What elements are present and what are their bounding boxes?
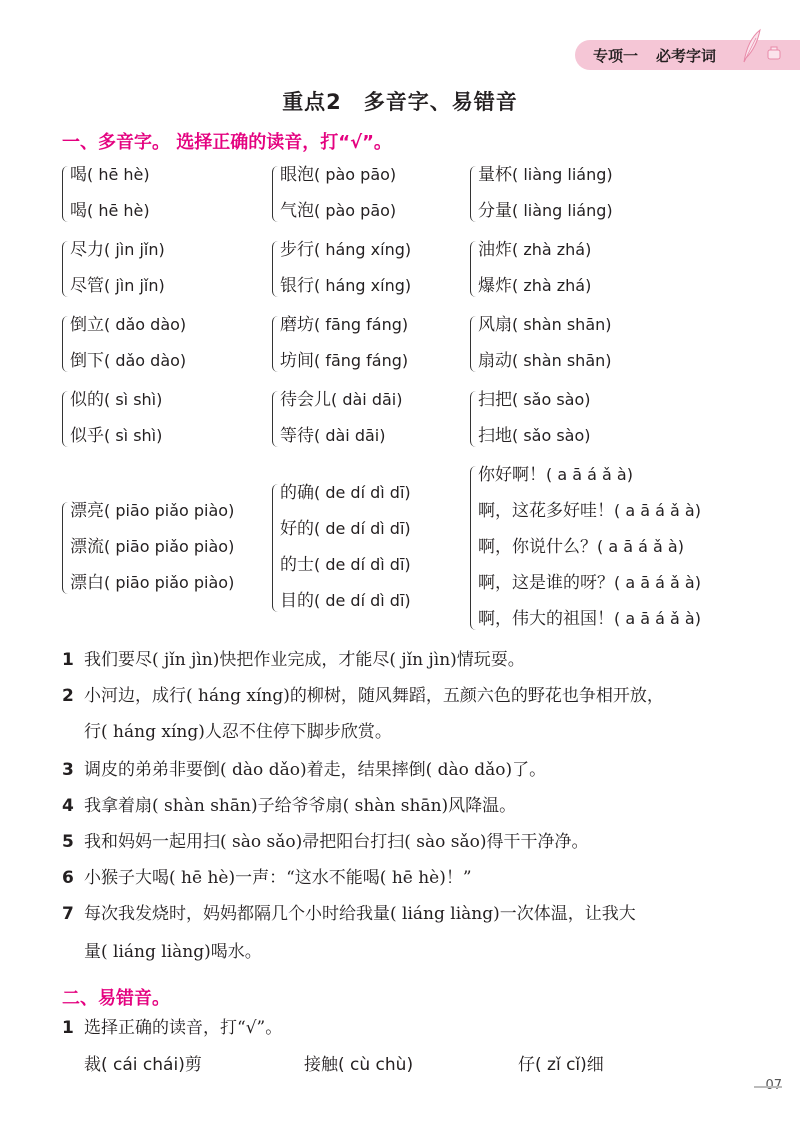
pinyin-options[interactable]: ( shàn shān) [512, 351, 612, 370]
polyphone-row [70, 196, 150, 226]
brace [470, 166, 478, 222]
polyphone-row [70, 496, 234, 526]
polyphone-row [70, 568, 234, 598]
word: 的士 [280, 555, 314, 575]
polyphone-row [280, 421, 385, 451]
brace [470, 316, 478, 372]
polyphone-row [280, 346, 408, 376]
brace [62, 316, 70, 372]
word: 啊，伟大的祖国！ [478, 609, 614, 629]
polyphone-row [280, 550, 411, 580]
question-line [62, 794, 516, 818]
section2-heading: 二、易错音。 [62, 988, 170, 1009]
word: 分量 [478, 201, 512, 221]
word: 喝 [70, 201, 87, 221]
word: 尽力 [70, 240, 104, 260]
word: 风扇 [478, 315, 512, 335]
polyphone-row [70, 532, 234, 562]
question-text: 行( háng xíng)人忍不住停下脚步欣赏。 [84, 722, 392, 742]
page-title: 重点2 多音字、易错音 [282, 90, 518, 114]
pinyin-options[interactable]: ( jìn jǐn) [104, 240, 165, 259]
question-number: 6 [62, 868, 74, 888]
question-text: 量( liáng liàng)喝水。 [84, 942, 262, 962]
polyphone-row [70, 346, 186, 376]
word: 漂白 [70, 573, 104, 593]
polyphone-row [280, 160, 396, 190]
pinyin-options[interactable]: ( piāo piǎo piào) [104, 501, 235, 520]
word: 磨坊 [280, 315, 314, 335]
polyphone-row [70, 271, 165, 301]
polyphone-row [478, 496, 701, 526]
word: 啊，你说什么？ [478, 537, 597, 557]
choice-item: 仔( zǐ cǐ)细 [518, 1055, 604, 1075]
word: 爆炸 [478, 276, 512, 296]
pinyin-options[interactable]: ( fāng fáng) [314, 315, 409, 334]
word: 扫地 [478, 426, 512, 446]
brace [62, 241, 70, 297]
polyphone-row [478, 310, 612, 340]
polyphone-row [280, 196, 396, 226]
polyphone-row [280, 235, 411, 265]
word: 目的 [280, 591, 314, 611]
page-number-rule [754, 1086, 782, 1088]
pinyin-options[interactable]: ( háng xíng) [314, 240, 412, 259]
question-line [62, 758, 546, 782]
question-number: 2 [62, 686, 74, 706]
polyphone-row [478, 460, 633, 490]
pinyin-options[interactable]: ( zhà zhá) [512, 276, 592, 295]
pinyin-options[interactable]: ( de dí dì dī) [314, 519, 411, 538]
pinyin-options[interactable]: ( a ā á ǎ à) [614, 573, 701, 592]
polyphone-row [478, 235, 591, 265]
question-number: 7 [62, 904, 74, 924]
brace [62, 391, 70, 447]
pinyin-options[interactable]: ( liàng liáng) [512, 165, 613, 184]
polyphone-row [70, 310, 186, 340]
question-line [84, 720, 392, 744]
pinyin-options[interactable]: ( sǎo sào) [512, 390, 591, 409]
pinyin-options[interactable]: ( a ā á ǎ à) [614, 501, 701, 520]
word: 似的 [70, 390, 104, 410]
brace [272, 484, 280, 612]
word: 待会儿 [280, 390, 331, 410]
pinyin-options[interactable]: ( háng xíng) [314, 276, 412, 295]
question-line [62, 684, 664, 708]
word: 量杯 [478, 165, 512, 185]
pinyin-options[interactable]: ( hē hè) [87, 165, 150, 184]
polyphone-row [280, 385, 402, 415]
pinyin-options[interactable]: ( fāng fáng) [314, 351, 409, 370]
polyphone-row [70, 421, 162, 451]
pinyin-options[interactable]: ( shàn shān) [512, 315, 612, 334]
polyphone-row [478, 196, 613, 226]
header-section: 专项一 [593, 46, 639, 65]
question-text: 我和妈妈一起用扫( sào sǎo)帚把阳台打扫( sào sǎo)得干干净净。 [84, 832, 589, 852]
pinyin-options[interactable]: ( jìn jǐn) [104, 276, 165, 295]
feather-pen-icon [740, 28, 762, 64]
pinyin-options[interactable]: ( dài dāi) [331, 390, 403, 409]
brace [62, 166, 70, 222]
word: 倒下 [70, 351, 104, 371]
word: 喝 [70, 165, 87, 185]
question-line [62, 648, 525, 672]
pinyin-options[interactable]: ( a ā á ǎ à) [597, 537, 684, 556]
choice-item: 接触( cù chù) [304, 1055, 414, 1075]
word: 等待 [280, 426, 314, 446]
section1-heading: 一、多音字。 选择正确的读音，打“√”。 [62, 132, 392, 153]
word: 步行 [280, 240, 314, 260]
question-number: 4 [62, 796, 74, 816]
choice-item: 裁( cái chái)剪 [84, 1055, 202, 1075]
question-text: 我们要尽( jǐn jìn)快把作业完成，才能尽( jǐn jìn)情玩耍。 [84, 650, 525, 670]
polyphone-row [70, 235, 165, 265]
pinyin-options[interactable]: ( a ā á ǎ à) [614, 609, 701, 628]
question-text: 小猴子大喝( hē hè)一声：“这水不能喝( hē hè)！” [84, 868, 472, 888]
question-line [84, 940, 262, 964]
word: 似乎 [70, 426, 104, 446]
question-text: 选择正确的读音，打“√”。 [84, 1018, 283, 1038]
pinyin-options[interactable]: ( hē hè) [87, 201, 150, 220]
pinyin-options[interactable]: ( dǎo dào) [104, 351, 187, 370]
brace [470, 241, 478, 297]
word: 扫把 [478, 390, 512, 410]
polyphone-row [478, 271, 591, 301]
polyphone-row [478, 568, 701, 598]
word: 扇动 [478, 351, 512, 371]
question-number: 5 [62, 832, 74, 852]
word: 好的 [280, 519, 314, 539]
word: 尽管 [70, 276, 104, 296]
pinyin-options[interactable]: ( piāo piǎo piào) [104, 573, 235, 592]
polyphone-row [478, 385, 591, 415]
header-topic: 必考字词 [656, 46, 717, 65]
polyphone-row [478, 160, 613, 190]
pinyin-options[interactable]: ( sǎo sào) [512, 426, 591, 445]
pinyin-options[interactable]: ( de dí dì dī) [314, 483, 411, 502]
polyphone-row [280, 271, 411, 301]
polyphone-row [280, 478, 411, 508]
question-text: 小河边，成行( háng xíng)的柳树，随风舞蹈，五颜六色的野花也争相开放， [84, 686, 664, 706]
question-number: 1 [62, 1018, 74, 1038]
polyphone-row [478, 532, 684, 562]
brace [272, 316, 280, 372]
word: 银行 [280, 276, 314, 296]
brace [62, 502, 70, 594]
pinyin-options[interactable]: ( a ā á ǎ à) [546, 465, 633, 484]
pinyin-options[interactable]: ( dǎo dào) [104, 315, 187, 334]
polyphone-row [280, 310, 408, 340]
question-text: 调皮的弟弟非要倒( dào dǎo)着走，结果摔倒( dào dǎo)了。 [84, 760, 547, 780]
word: 你好啊！ [478, 465, 546, 485]
polyphone-row [280, 586, 411, 616]
word: 的确 [280, 483, 314, 503]
word: 气泡 [280, 201, 314, 221]
pinyin-options[interactable]: ( piāo piǎo piào) [104, 537, 235, 556]
polyphone-row [70, 160, 150, 190]
word: 倒立 [70, 315, 104, 335]
pinyin-options[interactable]: ( de dí dì dī) [314, 555, 411, 574]
word: 啊，这花多好哇！ [478, 501, 614, 521]
brace [272, 166, 280, 222]
pinyin-options[interactable]: ( de dí dì dī) [314, 591, 411, 610]
question-text: 我拿着扇( shàn shān)子给爷爷扇( shàn shān)风降温。 [84, 796, 517, 816]
question-line [62, 830, 589, 854]
pinyin-options[interactable]: ( sì shì) [104, 426, 163, 445]
word: 漂流 [70, 537, 104, 557]
question-number: 1 [62, 650, 74, 670]
question-text: 每次我发烧时，妈妈都隔几个小时给我量( liáng liàng)一次体温，让我大 [84, 904, 636, 924]
section2-question [62, 1016, 282, 1040]
word: 油炸 [478, 240, 512, 260]
pinyin-options[interactable]: ( sì shì) [104, 390, 163, 409]
brace [272, 391, 280, 447]
polyphone-row [478, 604, 701, 634]
question-number: 3 [62, 760, 74, 780]
pinyin-options[interactable]: ( dài dāi) [314, 426, 386, 445]
brace [470, 466, 478, 630]
word: 坊间 [280, 351, 314, 371]
polyphone-row [478, 421, 591, 451]
pinyin-options[interactable]: ( pào pāo) [314, 165, 397, 184]
word: 啊，这是谁的呀？ [478, 573, 614, 593]
question-line [62, 866, 472, 890]
pinyin-options[interactable]: ( pào pāo) [314, 201, 397, 220]
word: 漂亮 [70, 501, 104, 521]
brace [470, 391, 478, 447]
pinyin-options[interactable]: ( zhà zhá) [512, 240, 592, 259]
question-line [62, 902, 636, 926]
brace [272, 241, 280, 297]
word: 眼泡 [280, 165, 314, 185]
polyphone-row [478, 346, 612, 376]
polyphone-row [280, 514, 411, 544]
polyphone-row [70, 385, 162, 415]
pinyin-options[interactable]: ( liàng liáng) [512, 201, 613, 220]
ink-bottle-icon [766, 46, 782, 60]
